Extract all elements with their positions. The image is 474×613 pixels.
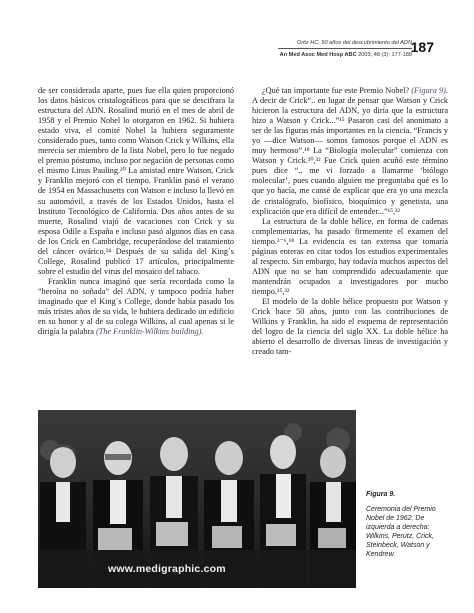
left-column [38,86,234,337]
page-number: 187 [410,39,434,55]
figure-caption [366,490,444,559]
right-paragraph-3: El modelo de la doble hélice propuesto por Watson y Crick hace 50 años, junto con las contribuciones de Wilkins y Franklin, ha sido el esquema de representación del logro de la ciencia del siglo XX. La doble hélice ha abierto el desarrollo de diversas líneas de investigación y creado tam- [252,296,448,357]
right-paragraph-2: La estructura de la doble hélice, en forma de cadenas complementarias, ha pasado firmemente el examen del tiempo.³⁻⁶,¹⁸ La evidencia es tan extensa que tomaría páginas enteras en citar todos los estudios experimentales al respecto. Sin embargo, hay todavía muchos aspectos del ADN que no se han comprendido adecuadamente que mantendrán ocupados a investigadores por mucho tiempo.¹⁵,³² [252,216,448,296]
medigraphic-watermark: www.medigraphic.com [108,563,226,575]
right-column [252,86,448,357]
running-header [0,0,474,70]
laureates-illustration [38,410,356,588]
right-paragraph-1 [252,86,448,217]
header-rule [278,48,412,49]
figure-9-ref: (Figura 9). [411,86,448,95]
figure-caption-title: Figura 9. [366,491,396,498]
journal-name: An Med Asoc Med Hosp ABC [279,52,357,58]
franklin-wilkins-building-ref: (The Franklin-Wilkins building). [95,327,204,337]
right-paragraph-1-rest: A decir de Crick“.. en lugar de pensar que Watson y Crick hicieron la estructura del ADN, yo diría que la estructura hizo a Watson y Crick...”¹⁵ Pasaron casi del anonimato a ser de las figuras más importantes en la ciencia. “Francis y yo —dice Watson— somos famosos porque el ADN es muy hermoso”.¹⁸ La “Biología molecular” comienza con Watson y Crick.³⁰,³² Fue Crick quien acuñó este término pues dice “.. me vi forzado a llamarme ‘biólogo molecular’, pues cuando alguien me preguntaba qué es lo que yo hacía, me cansé de explicar que era yo una mezcla de cristalógrafo, biofísico, bioquímico y genetista, una explicación que era difícil de entender...”¹⁵,³² [252,96,448,216]
citation-details: 2003; 48 (3): 177-188 [356,52,412,58]
left-paragraph-1: de ser considerada aparte, pues fue ella quien proporcionó los datos básicos cristalográficos para que se descifrara la estructura del ADN. Rosalind murió en el mes de abril de 1958 y el Premio Nobel lo otorgaron en 1962. Si hubiera estado viva, el comité Nobel la hubiera seguramente considerado pues, tanto como Watson Crick y Wilkins, ella merecía ser miembro de la lista Nobel, pero lo fue negado el premio póstumo, incluso por negación de personas como el mismo Linus Pauling.²⁰ La amistad entre Watson, Crick y Franklin mejoró con el tiempo. Franklin pasó el verano de 1954 en Massachusetts con Watson e incluso la llevó en su automóvil, a través de los Estados Unidos, hasta el Instituto Tecnológico de California. Dos años antes de su muerte, Rosalind viajó de vacaciones con Crick y su esposa Odile a España e incluso pasó algunos días en casa de los Crick en Cambridge, recuperándose del tratamiento del cáncer ovárico.²⁴ Después de su salida del King´s College, Rosalind publicó 17 artículos, principalmente sobre el estudio del virus del mosaico del tabaco. [38,86,234,276]
right-paragraph-1-start: ¿Qué tan importante fue este Premio Nobel? [262,86,412,95]
figure-caption-text: Ceremonia del Premio Nobel de 1962. De izquierda a derecha: Wilkins, Perutz, Crick, Steinbeck, Watson y Kendrew. [366,506,436,558]
journal-citation [280,52,412,58]
nobel-ceremony-photo [38,410,356,588]
article-reference: Ortiz HC. 50 años del descubrimiento del ADN [296,40,412,46]
left-paragraph-2 [38,277,234,337]
left-paragraph-2-text: Franklin nunca imaginó que sería recordada como la “heroína no soñada” del ADN, y tampoco podría haber imaginado que el King´s College, donde había pasado los más tristes años de su vida, le hubiera dedicado un edificio en su honor y al de su colega Wilkins, al cual apenas si le dirigía la palabra [38,276,234,337]
